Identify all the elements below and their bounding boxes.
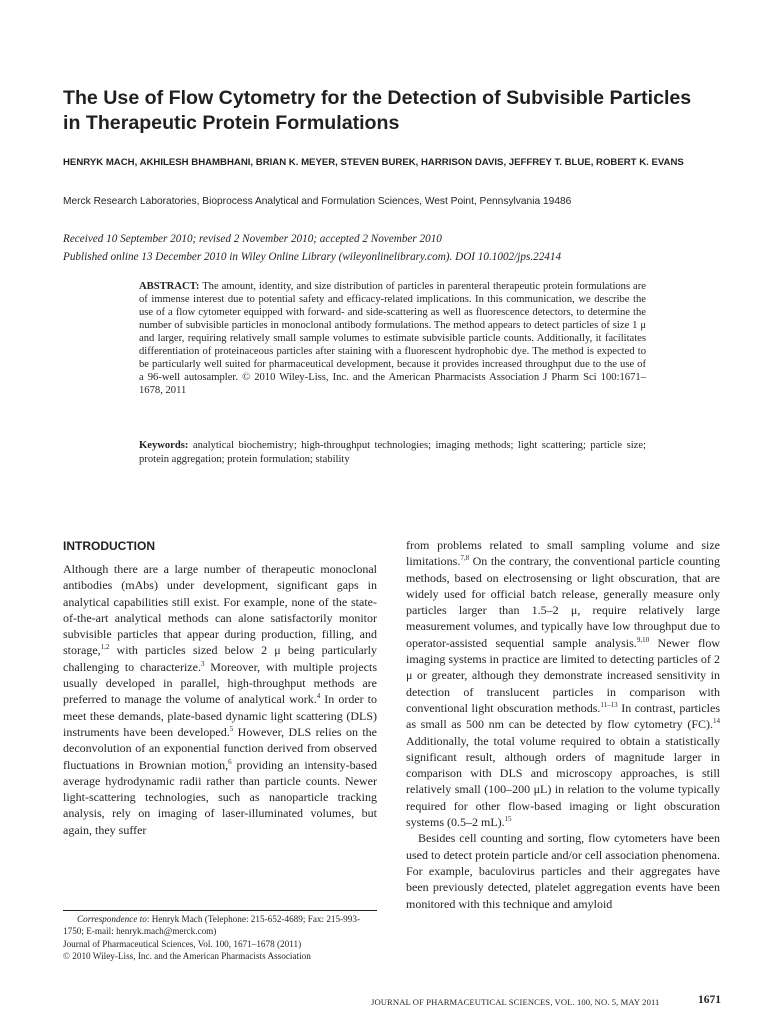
text-run: with particles sized below 2 μ being particularly challenging to characterize. — [63, 643, 377, 674]
correspondence-text: : Henryk Mach (Telephone: 215-652-4689; Fax: 215-993-1750; E-mail: henryk.mach@merck.com) — [63, 914, 361, 936]
section-heading-introduction: INTRODUCTION — [63, 539, 155, 553]
correspondence — [63, 914, 377, 937]
text-run: Additionally, the total volume required to obtain a statistically significant result, although orders of magnitude larger in comparison with DLS and microscopy approaches, is still relatively small (100–200 μL) in relation to the volume typically required for other flow-based imaging or light obscuration systems (0.5–2 mL). — [406, 733, 720, 830]
text-run: In contrast, particles as small as 500 nm can be detected by flow cytometry (FC). — [406, 700, 720, 732]
citation: 14 — [713, 717, 720, 726]
citation: 15 — [504, 815, 512, 824]
keywords-text: analytical biochemistry; high-throughput technologies; imaging methods; light scattering; particle size; protein aggregation; protein formulation; stability — [139, 440, 646, 465]
citation: 11–13 — [600, 700, 618, 709]
citation: 7,8 — [460, 554, 470, 563]
author-list: HENRYK MACH, AKHILESH BHAMBHANI, BRIAN K. MEYER, STEVEN BUREK, HARRISON DAVIS, JEFFREY T. BLUE, ROBERT K. EVANS — [63, 157, 684, 168]
keywords — [139, 439, 646, 466]
text-run: from problems related to small sampling volume and size limitations. — [406, 538, 720, 569]
published-online: Published online 13 December 2010 in Wiley Online Library (wileyonlinelibrary.com). DOI 10.1002/jps.22414 — [63, 251, 562, 263]
abstract-label: ABSTRACT: — [139, 281, 200, 292]
abstract — [139, 280, 646, 397]
right-column — [406, 537, 720, 912]
intro-paragraph-2: Besides cell counting and sorting, flow cytometers have been used to detect protein particle and/or cell association phenomena. For example, baculovirus particles and their aggregates have been previously detected, platelet aggregation events have been monitored with this technique and amyloid — [406, 831, 720, 911]
left-column — [63, 537, 377, 838]
text-run: Moreover, with multiple projects usually developed in parallel, high-throughput methods are preferred to manage the volume of analytical work. — [63, 659, 377, 707]
text-run: providing an intensity-based average hydrodynamic radii rather than particle counts. Newer light-scattering technologies, such as nanoparticle tracking analysis, rely on imaging of laser-illuminated volumes, but again, they suffer — [63, 757, 377, 837]
article-title: The Use of Flow Cytometry for the Detection of Subvisible Particles in Therapeutic Protein Formulations — [63, 87, 692, 134]
footnote — [63, 914, 377, 962]
citation: 9,10 — [636, 635, 650, 644]
received-dates: Received 10 September 2010; revised 2 November 2010; accepted 2 November 2010 — [63, 233, 442, 245]
citation: 5 — [229, 724, 234, 733]
intro-paragraph-1 — [63, 561, 377, 838]
text-run: Newer flow imaging systems in practice are limited to detecting particles of 2 μ or greater, although they demonstrate increased sensitivity in detection of translucent particles in comparison with conventional light obscuration methods. — [406, 635, 720, 715]
running-footer: JOURNAL OF PHARMACEUTICAL SCIENCES, VOL. 100, NO. 5, MAY 2011 — [371, 997, 660, 1007]
footnote-divider — [63, 910, 377, 911]
citation: 4 — [316, 692, 321, 701]
citation: 6 — [228, 757, 232, 766]
journal-citation: Journal of Pharmaceutical Sciences, Vol. 100, 1671–1678 (2011) — [63, 939, 302, 949]
text-run: However, DLS relies on the deconvolution of an exponential function derived from observed fluctuations in Brownian motion, — [63, 724, 377, 772]
citation: 3 — [200, 659, 205, 668]
publication-dates — [63, 230, 713, 266]
intro-paragraph-1-continued — [406, 537, 720, 830]
copyright-notice: © 2010 Wiley-Liss, Inc. and the American Pharmacists Association — [63, 950, 311, 961]
text-run: Although there are a large number of therapeutic monoclonal antibodies (mAbs) under development, significant gaps in analytical capabilities still exist. For example, none of the state-of-the-art analytical methods can alone satisfactorily monitor subvisible particles that appear during production, filling, and storage, — [63, 562, 377, 658]
correspondence-label: Correspondence to — [77, 914, 147, 924]
abstract-text: The amount, identity, and size distribution of particles in parenteral therapeutic protein formulations are of immense interest due to potential safety and efficacy-related implications. In this communication, we describe the use of a flow cytometer equipped with forward- and side-scattering as well as fluorescence detectors, to determine the number of subvisible particles in monoclonal antibody formulations. The method appears to detect particles of size 1 μ and larger, requiring relatively small sample volumes to estimate subvisible particle counts. Additionally, it facilitates differentiation of proteinaceous particles after staining with a fluorescent hydrophobic dye. The method is expected to be particularly well suited for pharmaceutical development, because it provides increased throughput due to the use of a 96-well autosampler. © 2010 Wiley-Liss, Inc. and the American Pharmacists Association J Pharm Sci 100:1671–1678, 2011 — [139, 281, 646, 396]
text-run: In order to meet these demands, plate-based dynamic light scattering (DLS) instruments have been developed. — [63, 692, 377, 739]
citation: 1,2 — [100, 643, 110, 652]
page-number: 1671 — [698, 994, 721, 1006]
keywords-label: Keywords: — [139, 440, 189, 451]
text-run: On the contrary, the conventional particle counting methods, based on electrosensing or light obscuration, that are widely used for official batch release, generally measure only particles larger than 1.5–2 μ, require relatively large measurement volumes, and typically have low throughput due to operator-assisted sequential sample analysis. — [406, 554, 720, 650]
affiliation: Merck Research Laboratories, Bioprocess Analytical and Formulation Sciences, West Point, Pennsylvania 19486 — [63, 196, 572, 207]
